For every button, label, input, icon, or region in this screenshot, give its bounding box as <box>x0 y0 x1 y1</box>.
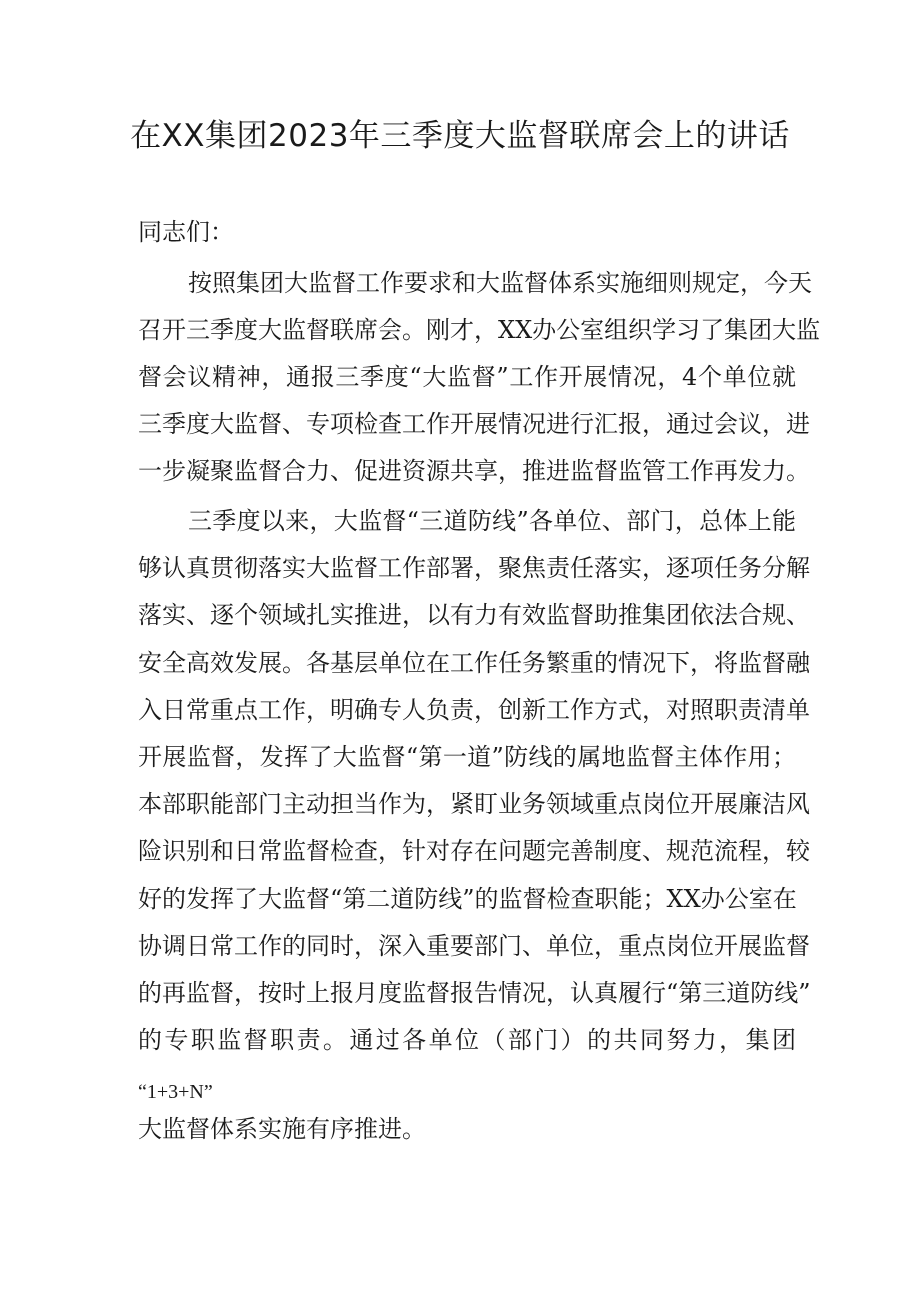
paragraph2-line: 的专职监督职责。通过各单位（部门）的共同努力，集团 <box>138 1026 796 1054</box>
paragraph1-line: 督会议精神，通报三季度“大监督”工作开展情况，4个单位就 <box>138 363 796 391</box>
paragraph2-line: 的再监督，按时上报月度监督报告情况，认真履行“第三道防线” <box>138 979 811 1007</box>
paragraph1-line: 三季度大监督、专项检查工作开展情况进行汇报，通过会议，进 <box>138 410 810 438</box>
greeting: 同志们： <box>138 218 234 246</box>
paragraph2-line: 三季度以来，大监督“三道防线”各单位、部门，总体上能 <box>188 507 796 535</box>
paragraph2-line: 好的发挥了大监督“第二道防线”的监督检查职能；XX办公室在 <box>138 885 797 913</box>
document-title: 在XX集团2023年三季度大监督联席会上的讲话 <box>130 118 790 154</box>
paragraph2-line: 入日常重点工作，明确专人负责，创新工作方式，对照职责清单 <box>138 696 810 724</box>
paragraph2-line: 落实、逐个领域扎实推进，以有力有效监督助推集团依法合规、 <box>138 601 810 629</box>
paragraph1-line: 召开三季度大监督联席会。刚才，XX办公室组织学习了集团大监 <box>138 316 821 344</box>
paragraph2-line: 本部职能部门主动担当作为，紧盯业务领域重点岗位开展廉洁风 <box>138 790 810 818</box>
system-formula: “1+3+N” <box>138 1081 213 1103</box>
paragraph2-line: 够认真贯彻落实大监督工作部署，聚焦责任落实，逐项任务分解 <box>138 554 810 582</box>
paragraph2-line: 开展监督，发挥了大监督“第一道”防线的属地监督主体作用； <box>138 743 796 771</box>
paragraph1-line: 一步凝聚监督合力、促进资源共享，推进监督监管工作再发力。 <box>138 457 810 485</box>
closing-line: 大监督体系实施有序推进。 <box>138 1115 426 1143</box>
paragraph2-line: 险识别和日常监督检查，针对存在问题完善制度、规范流程，较 <box>138 837 810 865</box>
paragraph1-line: 按照集团大监督工作要求和大监督体系实施细则规定，今天 <box>188 269 812 297</box>
paragraph2-line: 协调日常工作的同时，深入重要部门、单位，重点岗位开展监督 <box>138 932 810 960</box>
paragraph2-line: 安全高效发展。各基层单位在工作任务繁重的情况下，将监督融 <box>138 649 810 677</box>
